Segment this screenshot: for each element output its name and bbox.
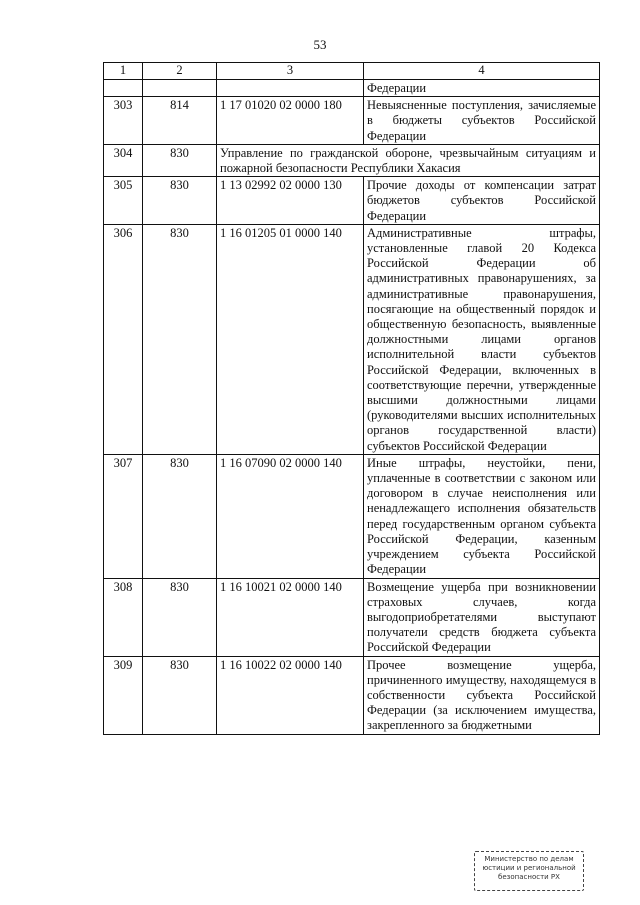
budget-revenue-table [103,62,600,735]
table-row [104,656,600,734]
budget-classification-code: 1 13 02992 02 0000 130 [217,177,364,225]
revenue-name: Невыясненные поступления, зачисляемые в бюджеты субъектов Российской Федерации [364,97,600,145]
admin-code: 830 [143,578,217,656]
revenue-name: Прочее возмещение ущерба, причиненного имуществу, находящемуся в собственности субъекта Российской Федерации (за исключением имущества, закрепленного за бюджетными [364,656,600,734]
row-number: 303 [104,97,143,145]
column-header-3: 3 [217,63,364,80]
budget-classification-code: 1 17 01020 02 0000 180 [217,97,364,145]
admin-code: 830 [143,454,217,578]
table-row [104,97,600,145]
row-number: 308 [104,578,143,656]
budget-classification-code: 1 16 01205 01 0000 140 [217,224,364,454]
column-header-1: 1 [104,63,143,80]
cell-empty [143,80,217,97]
table-row [104,578,600,656]
admin-code: 830 [143,656,217,734]
page-number: 53 [313,37,327,52]
table-row [104,224,600,454]
row-number: 309 [104,656,143,734]
cell-empty [104,80,143,97]
table-row [104,454,600,578]
column-header-2: 2 [143,63,217,80]
stamp-line: Министерство по делам [484,855,574,863]
budget-classification-code: 1 16 10021 02 0000 140 [217,578,364,656]
row-number: 305 [104,177,143,225]
budget-classification-code: 1 16 07090 02 0000 140 [217,454,364,578]
revenue-name: Прочие доходы от компенсации затрат бюджетов субъектов Российской Федерации [364,177,600,225]
revenue-name: Иные штрафы, неустойки, пени, уплаченные в соответствии с законом или договором в случае неисполнения или ненадлежащего исполнения обязательств перед государственным органом субъекта Российской Федерации, казенным учреждением субъекта Российской Федерации [364,454,600,578]
revenue-name: Возмещение ущерба при возникновении страховых случаев, когда выгодоприобретателями выступают получатели средств бюджета субъекта Российской Федерации [364,578,600,656]
admin-code: 830 [143,144,217,176]
administrator-name: Управление по гражданской обороне, чрезвычайным ситуациям и пожарной безопасности Республики Хакасия [217,144,600,176]
column-header-4: 4 [364,63,600,80]
admin-code: 830 [143,177,217,225]
row-number: 307 [104,454,143,578]
ministry-stamp [474,851,584,891]
admin-code: 830 [143,224,217,454]
continuation-text: Федерации [364,80,600,97]
admin-code: 814 [143,97,217,145]
stamp-line: юстиции и региональной [482,864,576,872]
row-number: 304 [104,144,143,176]
cell-empty [217,80,364,97]
table-row-section-header [104,144,600,176]
table-header-row [104,63,600,80]
table-row-continuation [104,80,600,97]
budget-classification-code: 1 16 10022 02 0000 140 [217,656,364,734]
table-row [104,177,600,225]
row-number: 306 [104,224,143,454]
revenue-name: Административные штрафы, установленные главой 20 Кодекса Российской Федерации об административных правонарушениях, за административные правонарушения, посягающие на общественный порядок и общественную безопасность, выявленные должностными лицами органов исполнительной власти субъектов Российской Федерации, включенных в соответствующие перечни, утвержденные высшими должностными лицами (руководителями высших исполнительных органов государственной власти) субъектов Российской Федерации [364,224,600,454]
stamp-line: безопасности РХ [498,873,560,881]
